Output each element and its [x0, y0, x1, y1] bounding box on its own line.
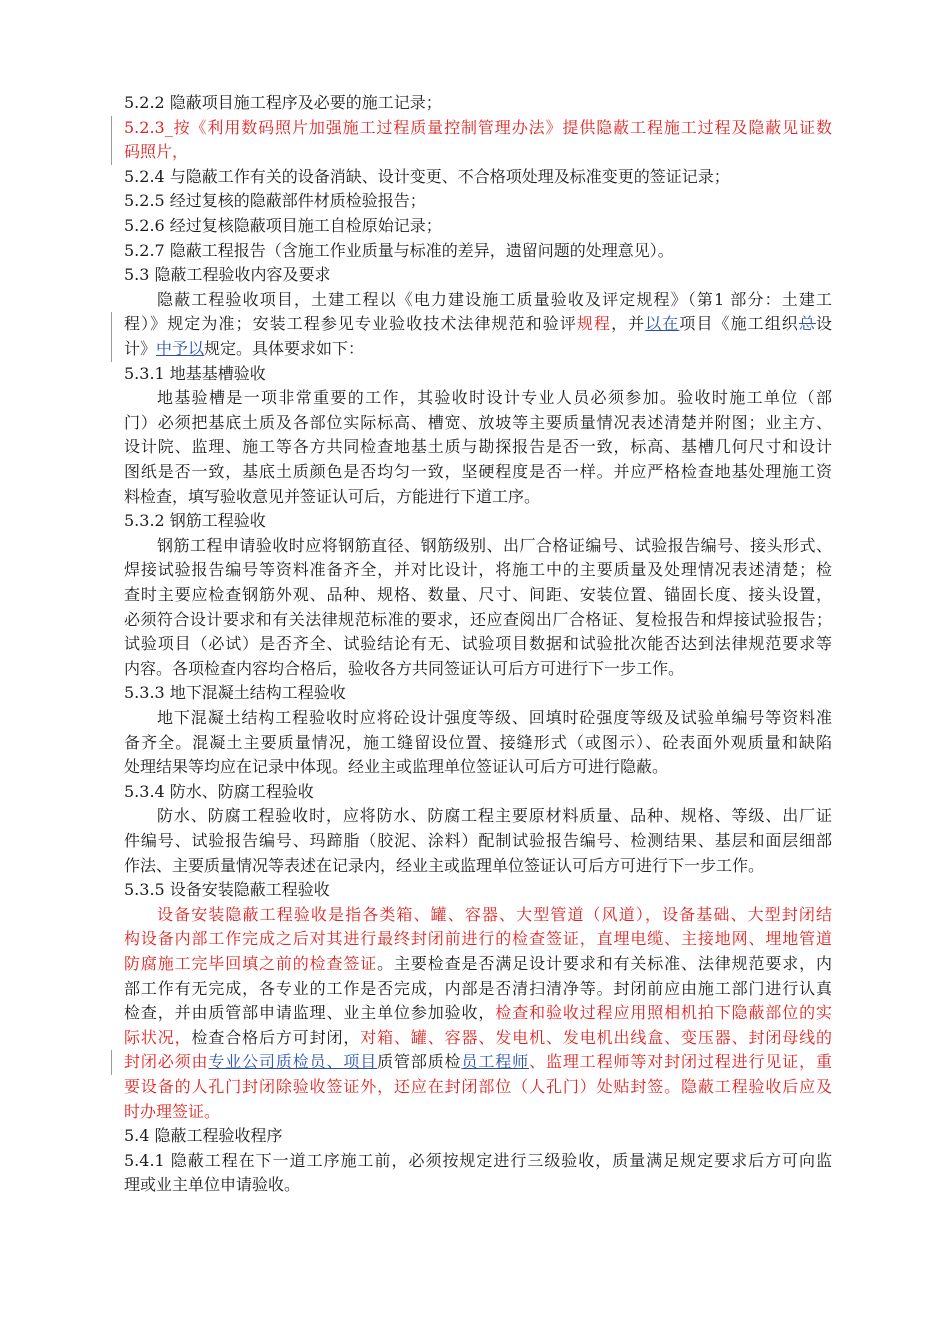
- document-line: [124, 878, 832, 902]
- text-run: 程）》规定为准；安装工程参见专业验收技术法律规范和验评: [124, 314, 577, 334]
- document-line: [124, 1149, 832, 1173]
- text-run: ，并: [611, 314, 646, 334]
- document-line: [157, 288, 832, 312]
- revision-change-bar: [111, 1050, 112, 1075]
- text-run: 5.2.4 与隐蔽工作有关的设备消缺、设计变更、不合格项处理及标准变更的签证记录；: [124, 166, 730, 186]
- document-line: [124, 1075, 832, 1099]
- document-line: [124, 977, 832, 1001]
- document-line: [124, 337, 832, 361]
- document-line: [124, 1173, 832, 1197]
- revision-change-bar: [111, 116, 112, 165]
- text-run: 防水、防腐工程验收时，应将防水、防腐工程主要原材料质量、品种、规格、等级、出厂证: [157, 806, 832, 826]
- document-line: [124, 460, 832, 484]
- text-run: 处理结果等均应在记录中体现。经业主或监理单位签证认可后方可进行隐蔽。: [124, 757, 669, 777]
- document-line: [124, 731, 832, 755]
- text-run: 部工作有无完成，各专业的工作是否完成，内部是否清扫清净等。封闭前应由施工部门进行认真: [124, 978, 832, 998]
- document-line: [124, 189, 832, 213]
- text-run: 码照片，: [124, 142, 189, 162]
- text-run: 查时主要应检查钢筋外观、品种、规格、数量、尺寸、间距、安装位置、锚固长度、接头设置，: [124, 585, 832, 604]
- text-run: 5.3.4 防水、防腐工程验收: [124, 781, 314, 801]
- text-run: 作法、主要质量情况等表述在记录内，经业主或监理单位签证认可后方可进行下一步工作。: [124, 855, 765, 875]
- text-run: 图纸是否一致，基底土质颜色是否均匀一致，坚硬程度是否一样。并应严格检查地基处理施工资: [124, 462, 832, 481]
- text-run: 焊接试验报告编号等资料准备齐全，并对比设计，将施工中的主要质量及处理情况表述清楚；检: [124, 560, 832, 580]
- text-run: 料检查，填写验收意见并签证认可后，方能进行下道工序。: [124, 486, 541, 506]
- text-run: 5.3.2 钢筋工程验收: [124, 511, 266, 531]
- text-run: 5.2.3_按《利用数码照片加强施工过程质量控制管理办法》提供隐蔽工程施工过程及隐蔽见证数: [124, 117, 832, 137]
- text-run: 项目《施工组织: [679, 314, 799, 334]
- text-run: 5.3 隐蔽工程验收内容及要求: [124, 265, 331, 285]
- document-line: [124, 1050, 832, 1074]
- text-run: 。主要检查是否满足设计要求和有关标准、法律规范要求，内: [377, 954, 832, 973]
- document-line: [124, 1001, 832, 1025]
- text-run: 检查和验收过程应用照相机拍下隐蔽部位的实: [495, 1003, 832, 1023]
- text-run: 、监理工程师等对封闭过程进行见证，重: [529, 1052, 832, 1072]
- document-line: [124, 140, 832, 164]
- document-line: [157, 386, 832, 410]
- tracked-insertion: 专业公司质检员、项目: [208, 1052, 378, 1072]
- text-run: 封闭必须由: [124, 1052, 209, 1072]
- document-line: [124, 509, 832, 533]
- tracked-insertion: 员工程师: [461, 1052, 530, 1072]
- document-line: [124, 1026, 832, 1050]
- document-line: [157, 804, 832, 828]
- document-line: [124, 312, 832, 336]
- document-line: [124, 165, 832, 189]
- text-run: 试验项目（必试）是否齐全、试验结论有无、试验项目数据和试验批次能否达到法律规范要求等: [124, 634, 832, 654]
- document-line: [157, 706, 832, 730]
- text-run: 5.2.6 经过复核隐蔽项目施工自检原始记录；: [124, 216, 442, 235]
- document-line: [124, 608, 832, 632]
- text-run: 对箱、罐、容器、发电机、发电机出线盒、变压器、封闭母线的: [360, 1027, 832, 1047]
- text-run: 防腐施工完毕回填之前的检查签证: [124, 954, 378, 973]
- text-run: 5.4.1 隐蔽工程在下一道工序施工前，必须按规定进行三级验收，质量满足规定要求后方可向监: [124, 1150, 832, 1170]
- text-run: 5.2.7 隐蔽工程报告（含施工作业质量与标准的差异，遗留问题的处理意见）。: [124, 240, 674, 260]
- text-run: 5.4 隐蔽工程验收程序: [124, 1126, 283, 1146]
- tracked-deletion: 总: [798, 314, 816, 334]
- document-line: [124, 362, 832, 386]
- text-run: 要设备的人孔门封闭除验收签证外，还应在封闭部位（人孔门）处贴封签。隐蔽工程验收后应及: [124, 1077, 832, 1096]
- document-line: [157, 903, 832, 927]
- text-run: 件编号、试验报告编号、玛蹄脂（胶泥、涂料）配制试验报告编号、检测结果、基层和面层细部: [124, 831, 832, 850]
- text-run: 5.3.1 地基基槽验收: [124, 363, 266, 383]
- document-line: [124, 583, 832, 607]
- document-line: [124, 829, 832, 853]
- text-run: 设备安装隐蔽工程验收是指各类箱、罐、容器、大型管道（风道），设备基础、大型封闭结: [157, 904, 832, 924]
- text-run: 备齐全。混凝土主要质量情况，施工缝留设位置、接缝形式（或图示）、砼表面外观质量和缺陷: [124, 732, 832, 752]
- document-line: [124, 214, 832, 238]
- document-line: [124, 854, 832, 878]
- document-line: [124, 632, 832, 656]
- text-run: 5.3.3 地下混凝土结构工程验收: [124, 683, 346, 703]
- text-run: 5.2.5 经过复核的隐蔽部件材质检验报告；: [124, 191, 426, 211]
- document-line: [124, 485, 832, 509]
- text-run: 规定。具体要求如下：: [204, 339, 365, 358]
- document-line: [124, 91, 832, 115]
- text-run: 理或业主单位申请验收。: [124, 1175, 301, 1195]
- document-line: [124, 411, 832, 435]
- document-line: [124, 927, 832, 951]
- text-run: 5.2.2 隐蔽项目施工程序及必要的施工记录；: [124, 93, 442, 112]
- text-run: 构设备内部工作完成之后对其进行最终封闭前进行的检查签证，直埋电缆、主接地网、埋地管道: [124, 929, 832, 949]
- text-run: 内容。各项检查内容均合格后，验收各方共同签证认可后方可进行下一步工作。: [124, 658, 685, 678]
- document-line: [124, 681, 832, 705]
- text-run: 质管部质检: [377, 1052, 462, 1072]
- document-line: [124, 1100, 832, 1124]
- text-run: 钢筋工程申请验收时应将钢筋直径、钢筋级别、出厂合格证编号、试验报告编号、接头形式、: [157, 535, 832, 555]
- text-run: 地基验槽是一项非常重要的工作，其验收时设计专业人员必须参加。验收时施工单位（部: [157, 388, 832, 408]
- text-run: 规程: [576, 314, 612, 334]
- text-run: 际状况，: [124, 1027, 192, 1047]
- revision-change-bar: [111, 312, 112, 361]
- document-line: [124, 657, 832, 681]
- text-run: 计》: [124, 339, 157, 358]
- text-run: 5.3.5 设备安装隐蔽工程验收: [124, 880, 330, 900]
- document-line: [124, 780, 832, 804]
- document-line: [124, 263, 832, 287]
- tracked-insertion: 以在: [645, 314, 680, 334]
- document-line: [124, 1124, 832, 1148]
- text-run: 时办理签证。: [124, 1101, 221, 1121]
- tracked-insertion: 中予以: [156, 339, 205, 358]
- document-line: [124, 435, 832, 459]
- text-run: 必须符合设计要求和有关法律规范标准的要求，还应查阅出厂合格证、复检报告和焊接试验报告；: [124, 609, 832, 629]
- document-line: [124, 755, 832, 779]
- document-line: [124, 239, 832, 263]
- text-run: 门）必须把基底土质及各部位实际标高、槽宽、放坡等主要质量情况表述清楚并附图；业主方、: [124, 412, 832, 432]
- text-run: 设计院、监理、施工等各方共同检查地基土质与勘探报告是否一致，标高、基槽几何尺寸和设计: [124, 437, 832, 457]
- text-run: 检查合格后方可封闭，: [191, 1027, 361, 1047]
- text-run: 隐蔽工程验收项目，土建工程以《电力建设施工质量验收及评定规程》（第1 部分：土建工: [157, 289, 832, 309]
- document-line: [124, 558, 832, 582]
- document-line: [124, 116, 832, 140]
- document-line: [124, 952, 832, 976]
- document-line: [157, 534, 832, 558]
- text-run: 检查，并由质管部申请监理、业主单位参加验收，: [124, 1003, 496, 1023]
- text-run: 设: [815, 314, 832, 334]
- text-run: 地下混凝土结构工程验收时应将砼设计强度等级、回填时砼强度等级及试验单编号等资料准: [157, 708, 832, 727]
